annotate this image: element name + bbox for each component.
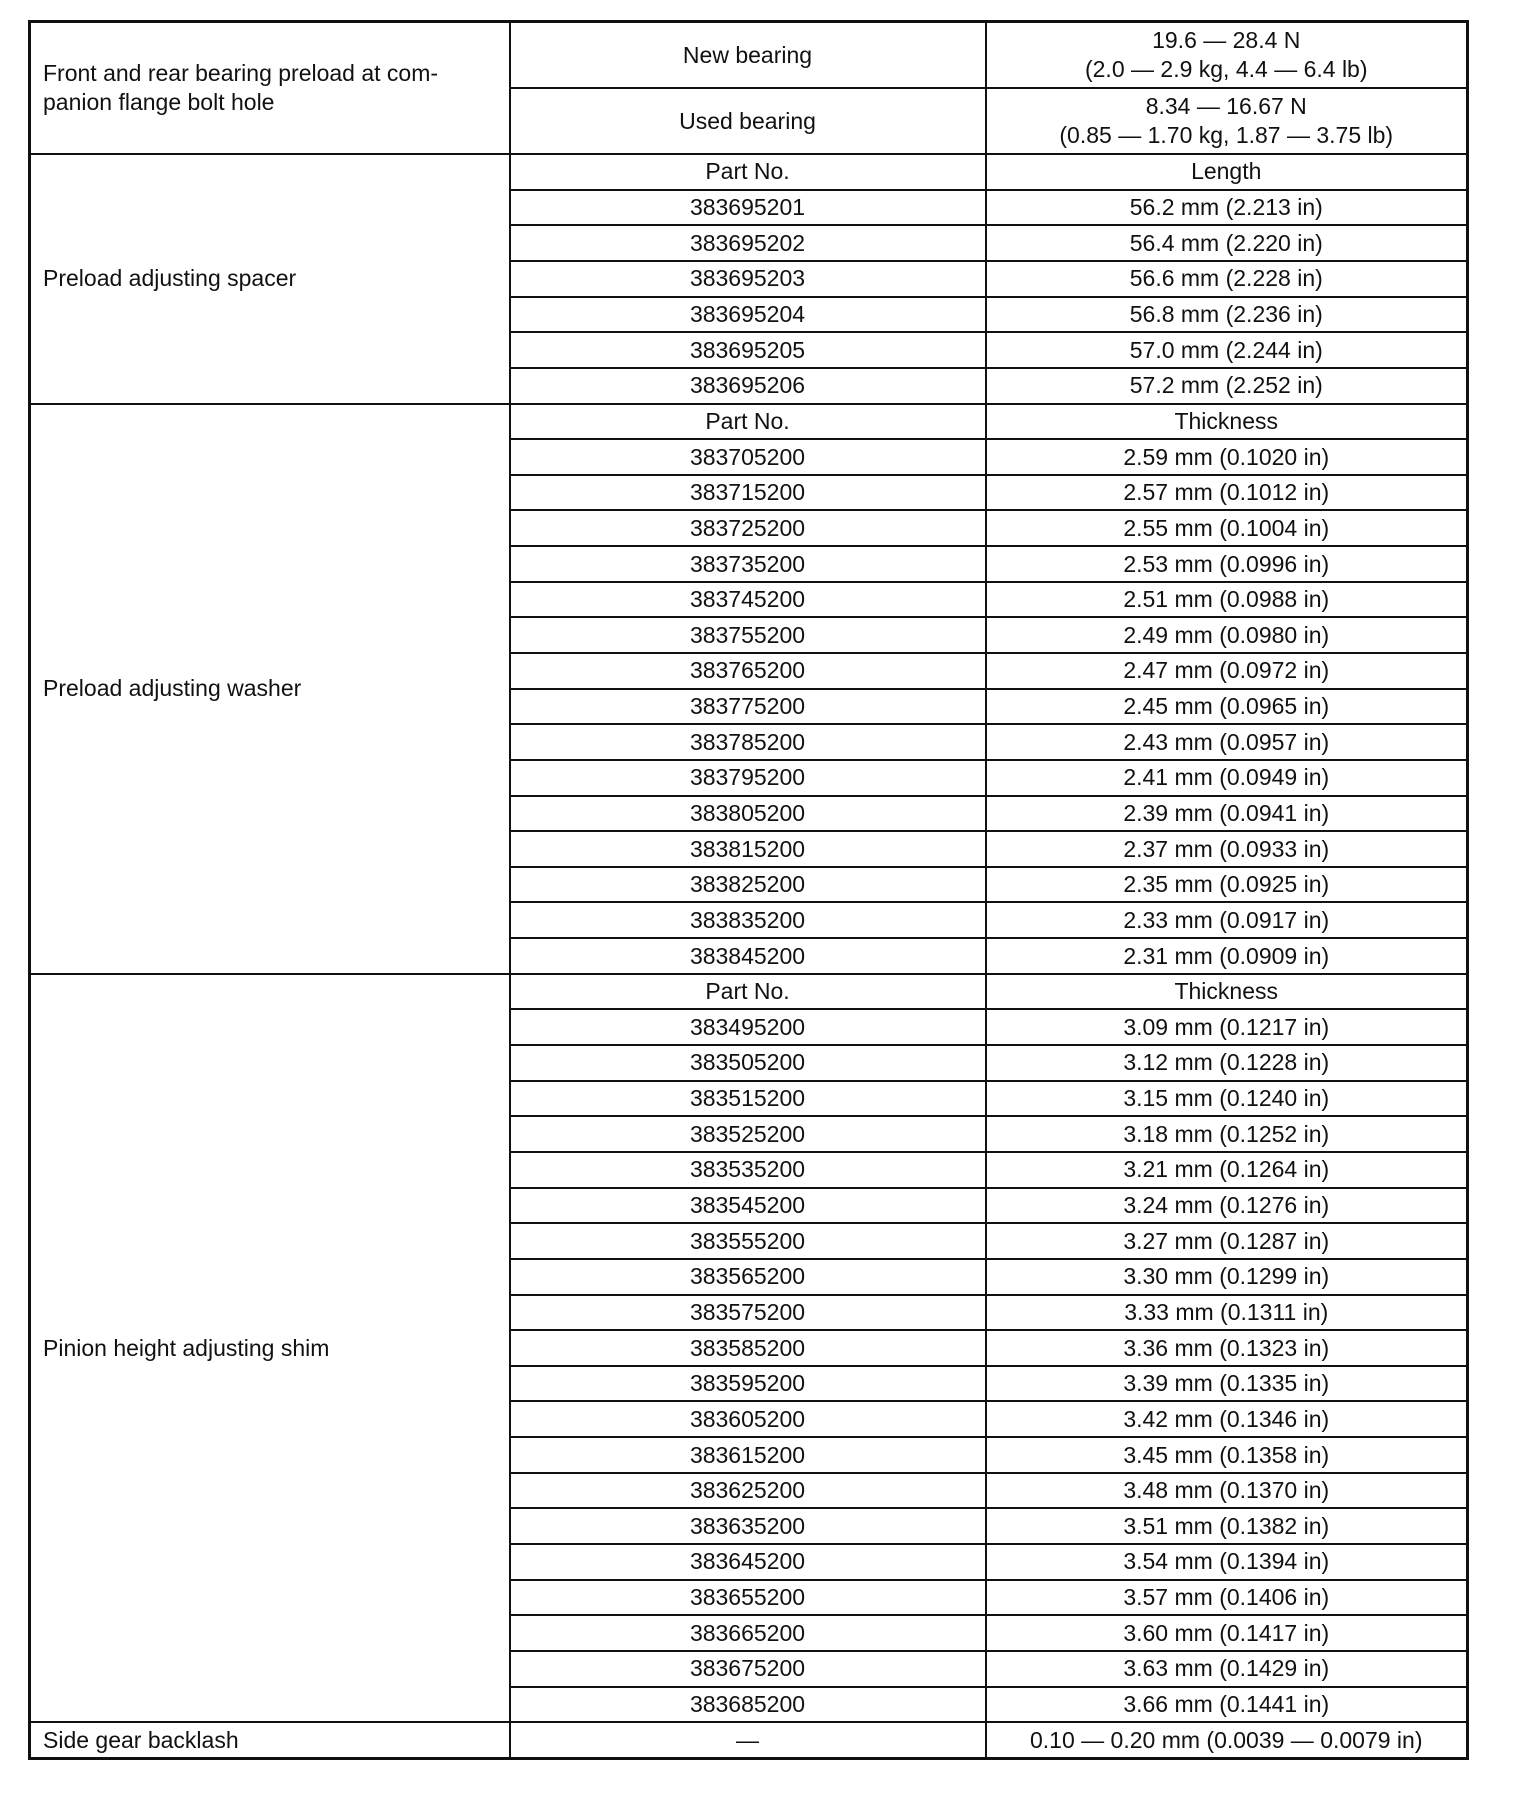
washer-part-header: Part No.	[510, 404, 986, 440]
table-row	[30, 974, 1468, 1010]
washer-value: 2.53 mm (0.0996 in)	[986, 546, 1468, 582]
shim-part-number: 383545200	[510, 1188, 986, 1224]
shim-part-number: 383515200	[510, 1081, 986, 1117]
washer-part-number: 383725200	[510, 510, 986, 546]
table-row	[30, 154, 1468, 190]
shim-value: 3.39 mm (0.1335 in)	[986, 1366, 1468, 1402]
shim-part-number: 383585200	[510, 1330, 986, 1366]
shim-part-number: 383495200	[510, 1009, 986, 1045]
shim-part-number: 383505200	[510, 1045, 986, 1081]
backlash-value: 0.10 — 0.20 mm (0.0039 — 0.0079 in)	[986, 1722, 1468, 1758]
shim-part-number: 383645200	[510, 1544, 986, 1580]
shim-value: 3.45 mm (0.1358 in)	[986, 1437, 1468, 1473]
shim-value: 3.48 mm (0.1370 in)	[986, 1473, 1468, 1509]
shim-part-number: 383675200	[510, 1651, 986, 1687]
shim-value: 3.63 mm (0.1429 in)	[986, 1651, 1468, 1687]
washer-item-cell	[30, 404, 510, 974]
washer-value: 2.59 mm (0.1020 in)	[986, 439, 1468, 475]
backlash-item-label: Side gear backlash	[43, 1726, 239, 1753]
washer-part-number: 383845200	[510, 938, 986, 974]
spacer-part-number: 383695202	[510, 225, 986, 261]
used-bearing-value-cell	[986, 88, 1468, 154]
washer-part-number: 383705200	[510, 439, 986, 475]
new-bearing-condition-cell: New bearing	[510, 22, 986, 88]
shim-part-number: 383665200	[510, 1615, 986, 1651]
new-bearing-value-line1: 19.6 — 28.4 N	[1152, 27, 1301, 54]
shim-part-number: 383625200	[510, 1473, 986, 1509]
shim-value: 3.57 mm (0.1406 in)	[986, 1580, 1468, 1616]
shim-value: 3.12 mm (0.1228 in)	[986, 1045, 1468, 1081]
washer-value: 2.37 mm (0.0933 in)	[986, 831, 1468, 867]
washer-part-number: 383805200	[510, 796, 986, 832]
spacer-value: 56.6 mm (2.228 in)	[986, 261, 1468, 297]
table-row	[30, 404, 1468, 440]
used-bearing-value-line1: 8.34 — 16.67 N	[1145, 93, 1307, 120]
shim-part-number: 383575200	[510, 1295, 986, 1331]
table-row	[30, 22, 1468, 88]
new-bearing-value-cell	[986, 22, 1468, 88]
washer-value: 2.33 mm (0.0917 in)	[986, 902, 1468, 938]
table-row	[30, 1722, 1468, 1758]
shim-part-number: 383685200	[510, 1687, 986, 1723]
washer-value: 2.39 mm (0.0941 in)	[986, 796, 1468, 832]
washer-value: 2.41 mm (0.0949 in)	[986, 760, 1468, 796]
washer-value: 2.57 mm (0.1012 in)	[986, 475, 1468, 511]
shim-part-number: 383565200	[510, 1259, 986, 1295]
bearing-preload-item-label: Front and rear bearing preload at com- panion flange bolt hole	[43, 60, 439, 116]
washer-part-number: 383825200	[510, 867, 986, 903]
used-bearing-value-line2: (0.85 — 1.70 kg, 1.87 — 3.75 lb)	[1059, 121, 1394, 148]
shim-part-number: 383535200	[510, 1152, 986, 1188]
spacer-part-number: 383695206	[510, 368, 986, 404]
washer-part-number: 383745200	[510, 582, 986, 618]
shim-part-number: 383615200	[510, 1437, 986, 1473]
washer-value: 2.49 mm (0.0980 in)	[986, 617, 1468, 653]
shim-part-number: 383655200	[510, 1580, 986, 1616]
washer-part-number: 383735200	[510, 546, 986, 582]
spacer-part-number: 383695205	[510, 332, 986, 368]
spacer-part-number: 383695201	[510, 190, 986, 226]
spacer-part-header: Part No.	[510, 154, 986, 190]
washer-part-number: 383755200	[510, 617, 986, 653]
spacer-value: 56.4 mm (2.220 in)	[986, 225, 1468, 261]
washer-part-number: 383785200	[510, 724, 986, 760]
spacer-value-header: Length	[986, 154, 1468, 190]
spacer-item-cell	[30, 154, 510, 403]
spec-table	[28, 20, 1469, 1760]
spacer-part-number: 383695203	[510, 261, 986, 297]
new-bearing-value-line2: (2.0 — 2.9 kg, 4.4 — 6.4 lb)	[1084, 55, 1368, 82]
shim-value: 3.36 mm (0.1323 in)	[986, 1330, 1468, 1366]
spacer-value: 57.2 mm (2.252 in)	[986, 368, 1468, 404]
shim-value: 3.21 mm (0.1264 in)	[986, 1152, 1468, 1188]
backlash-part-number: —	[510, 1722, 986, 1758]
shim-value: 3.60 mm (0.1417 in)	[986, 1615, 1468, 1651]
spacer-part-number: 383695204	[510, 297, 986, 333]
washer-part-number: 383775200	[510, 689, 986, 725]
washer-value: 2.55 mm (0.1004 in)	[986, 510, 1468, 546]
shim-value-header: Thickness	[986, 974, 1468, 1010]
washer-part-number: 383815200	[510, 831, 986, 867]
spacer-value: 56.8 mm (2.236 in)	[986, 297, 1468, 333]
shim-value: 3.24 mm (0.1276 in)	[986, 1188, 1468, 1224]
shim-item-label: Pinion height adjusting shim	[43, 1334, 330, 1361]
shim-value: 3.33 mm (0.1311 in)	[986, 1295, 1468, 1331]
spacer-value: 57.0 mm (2.244 in)	[986, 332, 1468, 368]
washer-value: 2.51 mm (0.0988 in)	[986, 582, 1468, 618]
used-bearing-condition-cell: Used bearing	[510, 88, 986, 154]
shim-value: 3.54 mm (0.1394 in)	[986, 1544, 1468, 1580]
shim-value: 3.42 mm (0.1346 in)	[986, 1401, 1468, 1437]
spacer-value: 56.2 mm (2.213 in)	[986, 190, 1468, 226]
shim-value: 3.66 mm (0.1441 in)	[986, 1687, 1468, 1723]
washer-value: 2.35 mm (0.0925 in)	[986, 867, 1468, 903]
washer-part-number: 383835200	[510, 902, 986, 938]
bearing-preload-item-cell	[30, 22, 510, 155]
shim-part-number: 383595200	[510, 1366, 986, 1402]
washer-part-number: 383765200	[510, 653, 986, 689]
washer-part-number: 383715200	[510, 475, 986, 511]
washer-value: 2.43 mm (0.0957 in)	[986, 724, 1468, 760]
washer-value-header: Thickness	[986, 404, 1468, 440]
washer-value: 2.31 mm (0.0909 in)	[986, 938, 1468, 974]
shim-part-number: 383605200	[510, 1401, 986, 1437]
washer-part-number: 383795200	[510, 760, 986, 796]
shim-part-header: Part No.	[510, 974, 986, 1010]
washer-value: 2.45 mm (0.0965 in)	[986, 689, 1468, 725]
shim-value: 3.15 mm (0.1240 in)	[986, 1081, 1468, 1117]
shim-part-number: 383635200	[510, 1508, 986, 1544]
backlash-item-cell	[30, 1722, 510, 1758]
shim-part-number: 383525200	[510, 1116, 986, 1152]
shim-value: 3.51 mm (0.1382 in)	[986, 1508, 1468, 1544]
shim-value: 3.30 mm (0.1299 in)	[986, 1259, 1468, 1295]
shim-item-cell	[30, 974, 510, 1722]
washer-item-label: Preload adjusting washer	[43, 675, 302, 702]
spec-table-body	[30, 22, 1468, 1759]
washer-value: 2.47 mm (0.0972 in)	[986, 653, 1468, 689]
spacer-item-label: Preload adjusting spacer	[43, 265, 297, 292]
shim-value: 3.09 mm (0.1217 in)	[986, 1009, 1468, 1045]
shim-part-number: 383555200	[510, 1223, 986, 1259]
shim-value: 3.18 mm (0.1252 in)	[986, 1116, 1468, 1152]
shim-value: 3.27 mm (0.1287 in)	[986, 1223, 1468, 1259]
